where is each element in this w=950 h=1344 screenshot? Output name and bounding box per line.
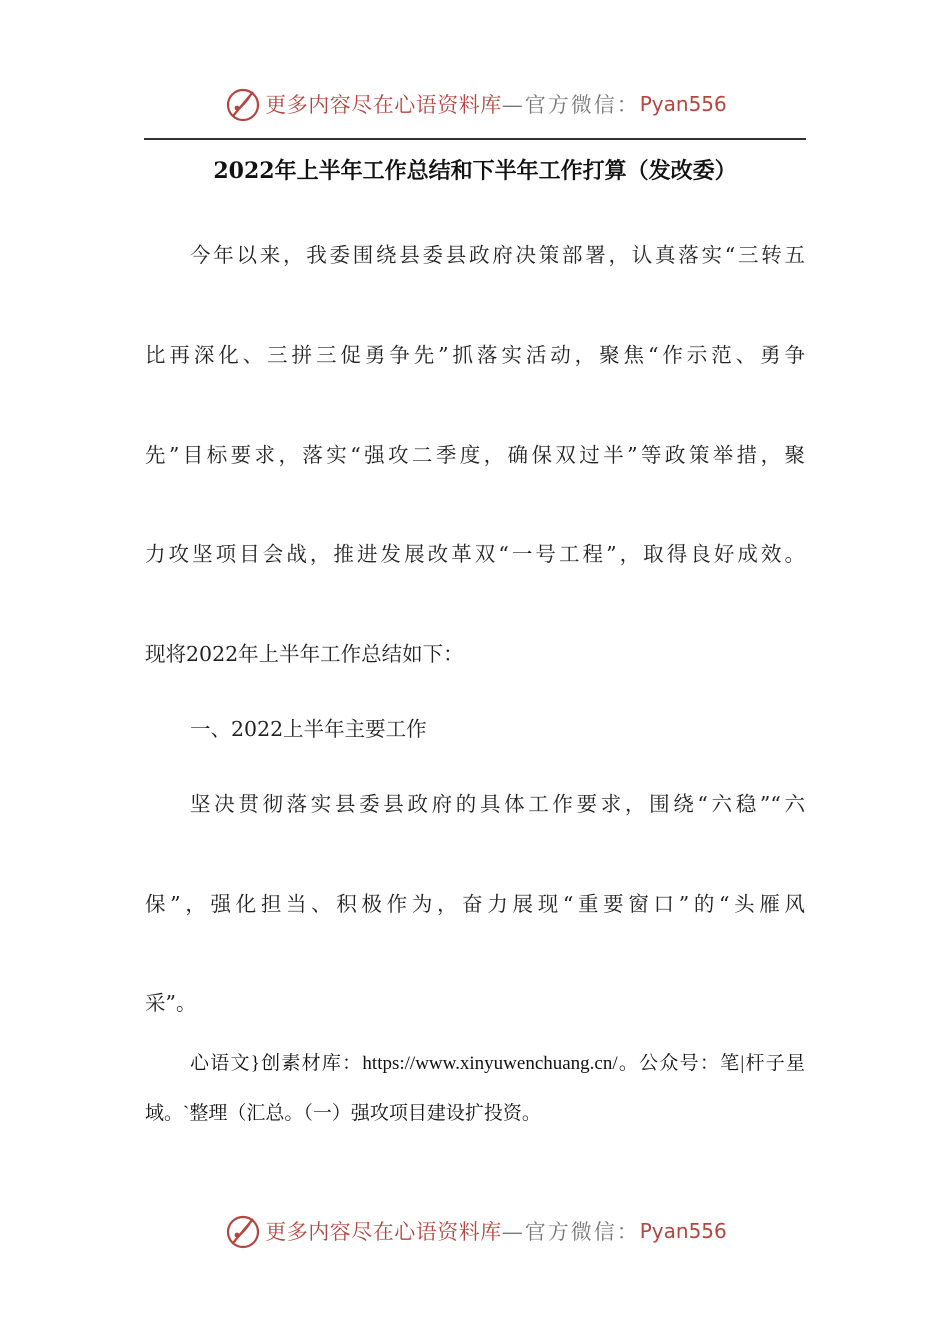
section-heading: 一、2022上半年主要工作 xyxy=(190,717,427,741)
paragraph-line: 域。`整理（汇总。（一）强攻项目建设扩投资。 xyxy=(145,1103,541,1124)
banner-text: 更多内容尽在心语资料库 xyxy=(265,1220,502,1244)
footer-banner xyxy=(0,1209,950,1253)
paragraph-line: 今年以来，我委围绕县委县政府决策部署，认真落实“三转五 xyxy=(190,243,805,267)
paragraph-line: 现将2022年上半年工作总结如下： xyxy=(145,642,464,666)
header-banner xyxy=(0,82,950,126)
paragraph-line: 坚决贯彻落实县委县政府的具体工作要求，围绕“六稳”“六 xyxy=(190,792,805,816)
paragraph-line: 先”目标要求，落实“强攻二季度，确保双过半”等政策举措，聚 xyxy=(145,443,805,467)
paragraph-line: 力攻坚项目会战，推进发展改革双“一号工程”，取得良好成效。 xyxy=(145,542,805,566)
paragraph-line: 比再深化、三拼三促勇争先”抓落实活动，聚焦“作示范、勇争 xyxy=(145,343,805,367)
banner-wechat-id: Pyan556 xyxy=(639,92,727,116)
banner-wechat-id: Pyan556 xyxy=(639,1219,727,1243)
banner-subtext: —官方微信： xyxy=(501,93,640,117)
paragraph-line: 采”。 xyxy=(145,991,197,1015)
watermark-line: 心语文}创素材库：https://www.xinyuwenchuang.cn/。公众号：笔|杆子星 xyxy=(190,1053,805,1074)
banner-subtext: —官方微信： xyxy=(501,1220,640,1244)
document-title: 2022年上半年工作总结和下半年工作打算（发改委） xyxy=(213,158,737,184)
header-rule xyxy=(144,138,806,140)
paragraph-line: 保”，强化担当、积极作为，奋力展现“重要窗口”的“头雁风 xyxy=(145,892,805,916)
banner-text: 更多内容尽在心语资料库 xyxy=(265,93,502,117)
quill-logo-icon xyxy=(223,1211,263,1251)
quill-logo-icon xyxy=(223,84,263,124)
